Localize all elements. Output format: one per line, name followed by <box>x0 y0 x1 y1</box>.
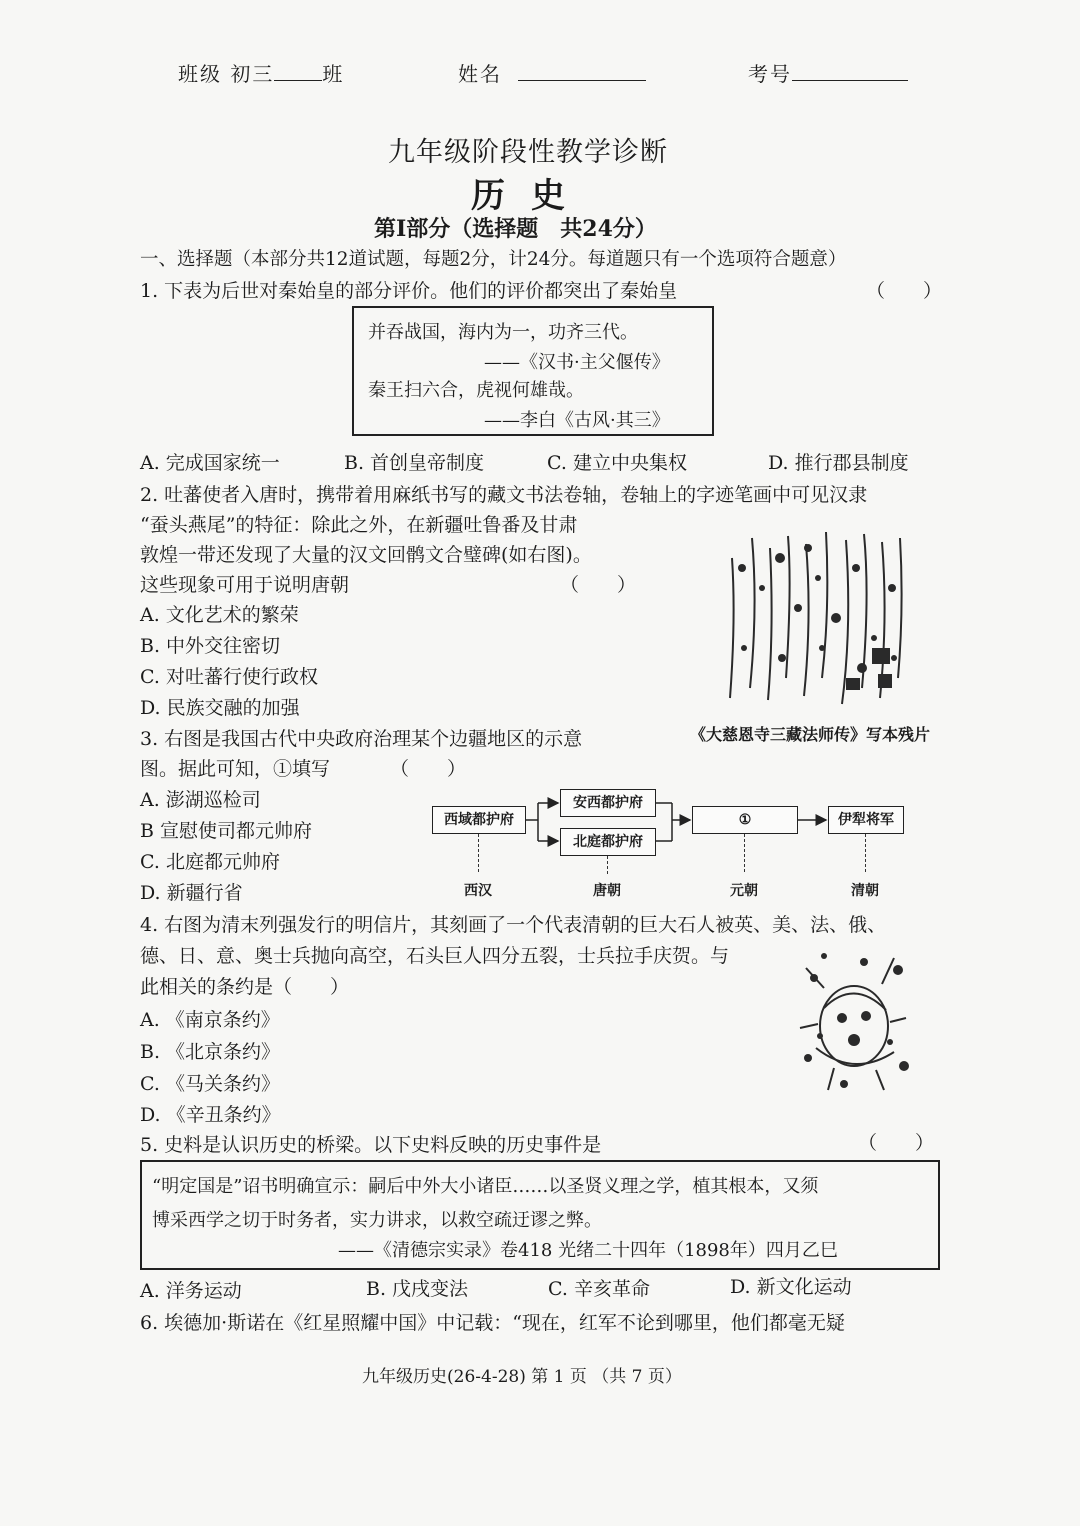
diagram-dash <box>865 834 866 872</box>
q1-stem: 1. 下表为后世对秦始皇的部分评价。他们的评价都突出了秦始皇 <box>140 280 678 302</box>
q3-stem-line1: 3. 右图是我国古代中央政府治理某个边疆地区的示意 <box>140 728 583 750</box>
diagram-period-label: 清朝 <box>851 883 879 899</box>
q4-option-a[interactable]: A. 《南京条约》 <box>140 1009 280 1031</box>
q5-stem: 5. 史料是认识历史的桥梁。以下史料反映的历史事件是 <box>140 1134 602 1156</box>
name-blank[interactable] <box>518 62 646 81</box>
exam-title: 九年级阶段性教学诊断 <box>388 137 668 168</box>
q1-option-a[interactable]: A. 完成国家统一 <box>140 452 280 474</box>
class-blank[interactable] <box>274 62 322 81</box>
q3-stem-line2: 图。据此可知，①填写 <box>140 758 331 780</box>
q1-option-b[interactable]: B. 首创皇帝制度 <box>344 452 485 474</box>
id-blank[interactable] <box>792 62 908 81</box>
id-field <box>748 58 908 87</box>
q2-stem-line3: 敦煌一带还发现了大量的汉文回鹘文合璧碑(如右图)。 <box>140 544 592 566</box>
q5-option-c[interactable]: C. 辛亥革命 <box>548 1278 650 1300</box>
q2-image-caption: 《大慈恩寺三藏法师传》写本残片 <box>690 725 931 744</box>
diagram-node-beiting: 北庭都护府 <box>560 828 656 856</box>
q5-quote-line: “明定国是”诏书明确宣示：嗣后中外大小诸臣……以圣贤义理之学，植其根本，又须 <box>152 1176 819 1197</box>
postcard-image <box>794 948 922 1094</box>
q1-quote-box <box>352 306 714 436</box>
q1-quote-source: ——李白《古风·其三》 <box>484 410 670 431</box>
q1-quote-line: 秦王扫六合，虎视何雄哉。 <box>368 380 584 401</box>
q4-stem-line1: 4. 右图为清末列强发行的明信片，其刻画了一个代表清朝的巨大石人被英、美、法、俄、 <box>140 914 887 936</box>
q5-quote-box <box>140 1160 940 1270</box>
diagram-node-xiyu: 西域都护府 <box>432 806 526 834</box>
q5-option-a[interactable]: A. 洋务运动 <box>140 1280 242 1302</box>
subject-title: 历史 <box>471 176 591 216</box>
page-footer: 九年级历史(26-4-28) 第 1 页 （共 7 页） <box>362 1367 682 1387</box>
q3-option-b[interactable]: B 宣慰使司都元帅府 <box>140 820 313 842</box>
q1-option-d[interactable]: D. 推行郡县制度 <box>768 452 909 474</box>
class-field <box>178 58 344 87</box>
q2-option-b[interactable]: B. 中外交往密切 <box>140 635 281 657</box>
diagram-dash <box>478 834 479 872</box>
q5-answer-bracket[interactable]: （ ） <box>858 1132 935 1154</box>
part-title: 第Ⅰ部分（选择题 共24分） <box>374 216 657 242</box>
q3-option-c[interactable]: C. 北庭都元帅府 <box>140 851 280 873</box>
diagram-period-label: 唐朝 <box>593 883 621 899</box>
q4-stem-line2: 德、日、意、奥士兵抛向高空，石头巨人四分五裂，士兵拉手庆贺。与 <box>140 945 730 967</box>
q3-option-a[interactable]: A. 澎湖巡检司 <box>140 789 261 811</box>
name-label: 姓名 <box>458 62 502 86</box>
id-label: 考号 <box>748 62 792 86</box>
q4-stem-line3: 此相关的条约是（ ） <box>140 976 350 998</box>
q5-quote-line: 博采西学之切于时务者，实力讲求，以救空疏迂谬之弊。 <box>152 1210 602 1231</box>
diagram-node-anxi: 安西都护府 <box>560 789 656 817</box>
manuscript-fragment-image <box>722 528 912 708</box>
q4-option-c[interactable]: C. 《马关条约》 <box>140 1073 280 1095</box>
q4-option-b[interactable]: B. 《北京条约》 <box>140 1041 281 1063</box>
diagram-period-label: 西汉 <box>464 883 492 899</box>
diagram-dash <box>607 856 608 874</box>
q1-quote-line: 并吞战国，海内为一，功齐三代。 <box>368 322 638 343</box>
q3-option-d[interactable]: D. 新疆行省 <box>140 882 243 904</box>
class-label: 班级 初三 <box>178 62 275 86</box>
class-suffix: 班 <box>322 62 345 86</box>
q6-stem: 6. 埃德加·斯诺在《红星照耀中国》中记载：“现在，红军不论到哪里，他们都毫无疑 <box>140 1312 845 1334</box>
diagram-dash <box>744 834 745 872</box>
q2-answer-bracket[interactable]: （ ） <box>560 574 637 596</box>
q2-option-c[interactable]: C. 对吐蕃行使行政权 <box>140 666 318 688</box>
q5-option-b[interactable]: B. 戊戌变法 <box>366 1278 469 1300</box>
diagram-node-blank: ① <box>692 806 798 834</box>
name-field <box>458 58 646 87</box>
q2-stem-line4: 这些现象可用于说明唐朝 <box>140 574 350 596</box>
q1-answer-bracket[interactable]: （ ） <box>866 280 943 302</box>
diagram-period-label: 元朝 <box>730 883 758 899</box>
diagram-arrows <box>420 780 920 870</box>
section-heading: 一、选择题（本部分共12道试题，每题2分，计24分。每道题只有一个选项符合题意） <box>140 249 847 270</box>
q2-stem-line2: “蚕头燕尾”的特征：除此之外，在新疆吐鲁番及甘肃 <box>140 514 578 536</box>
q2-stem-line1: 2. 吐蕃使者入唐时，携带着用麻纸书写的藏文书法卷轴，卷轴上的字迹笔画中可见汉隶 <box>140 484 868 506</box>
q3-answer-bracket[interactable]: （ ） <box>390 758 467 780</box>
q1-quote-source: ——《汉书·主父偃传》 <box>484 352 670 373</box>
diagram-node-yili: 伊犁将军 <box>828 806 904 834</box>
q5-option-d[interactable]: D. 新文化运动 <box>730 1276 852 1298</box>
q1-option-c[interactable]: C. 建立中央集权 <box>547 452 687 474</box>
q4-option-d[interactable]: D. 《辛丑条约》 <box>140 1104 281 1126</box>
q5-quote-source: ——《清德宗实录》卷418 光绪二十四年（1898年）四月乙巳 <box>338 1240 838 1261</box>
q2-option-a[interactable]: A. 文化艺术的繁荣 <box>140 604 299 626</box>
q2-option-d[interactable]: D. 民族交融的加强 <box>140 697 300 719</box>
